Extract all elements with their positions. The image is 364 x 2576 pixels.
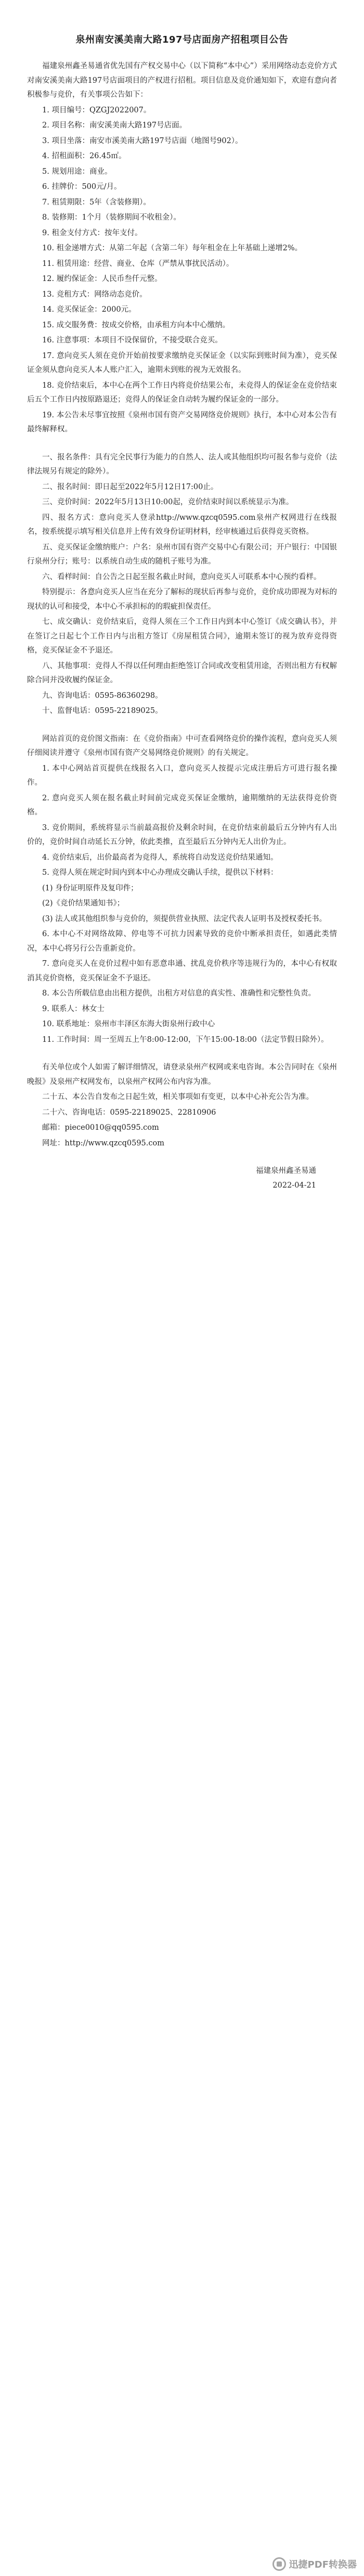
paragraph: 网站首页的竞价图文指南：在《竞价指南》中可查看网络竞价的操作流程，意向竞买人须仔细阅读并遵守《泉州市国有资产交易网络竞价规则》的有关规定。 <box>27 734 337 757</box>
paragraph: 七、成交确认：竞价结束后，竞得人须在三个工作日内到本中心签订《成交确认书》，并在签订之日起七个工作日内与出租方签订《房屋租赁合同》，逾期未签订的视为放弃竞得资格，竞买保证金不予退还。 <box>27 618 337 655</box>
paragraph: 五、竞买保证金缴纳账户：户名：泉州市国有资产交易中心有限公司；开户银行：中国银行泉州分行；账号：以系统自动生成的随机子账号为准。 <box>27 543 337 566</box>
paragraph: 九、咨询电话：0595-86360298。 <box>42 691 163 700</box>
paragraph: 9. 联系人：林女士 <box>42 1004 105 1013</box>
watermark-logo <box>272 2557 357 2571</box>
paragraph: 特别提示：各意向竞买人应当在充分了解标的现状后再参与竞价，竞价成功即视为对标的现状的认可和接受，本中心不承担标的的瑕疵担保责任。 <box>27 588 337 611</box>
paragraph: 4. 竞价结束后，出价最高者为竞得人，系统将自动发送竞价结果通知。 <box>42 853 278 862</box>
paragraph: 17. 意向竞买人须在竞价开始前按要求缴纳竞买保证金（以实际到账时间为准），竞买保证金须从意向竞买人本人账户汇入，逾期未到账的视为无效报名。 <box>27 351 337 374</box>
signature-date: 2022-04-21 <box>272 1181 316 1190</box>
paragraph: 10. 联系地址：泉州市丰泽区东海大街泉州行政中心 <box>42 1020 215 1028</box>
paragraph: 18. 竞价结束后，本中心在两个工作日内将竞价结果公布，未竞得人的保证金在竞价结束后五个工作日内按原路退还；竞得人的保证金自动转为履约保证金的一部分。 <box>27 381 337 404</box>
paragraph: 11. 租赁用途：经营、商业、仓库（严禁从事扰民活动）。 <box>42 259 234 268</box>
paragraph: 6. 本中心不对网络故障、停电等不可抗力因素导致的竞价中断承担责任，如遇此类情况，本中心将另行公告重新竞价。 <box>27 930 337 953</box>
paragraph: 11. 工作时间：周一至周五上午8:00-12:00，下午15:00-18:00（法定节假日除外）。 <box>42 1035 329 1044</box>
paragraph: 福建泉州鑫圣易通省优先国有产权交易中心（以下简称“本中心”）采用网络动态竞价方式对南安溪美南大路197号店面项目的产权进行招租。项目信息及竞价通知如下，欢迎有意向者积极参与竞价，有关事项公告如下： <box>27 62 337 99</box>
paragraph: 有关单位或个人如需了解详细情况，请登录泉州产权网或来电咨询。本公告同时在《泉州晚报》及泉州产权网发布，以泉州产权网公布内容为准。 <box>27 1063 337 1086</box>
paragraph: 二十六、咨询电话：0595-22189025、22810906 <box>42 1108 216 1117</box>
paragraph: 16. 注意事项：本项目不设保留价，不接受联合竞买。 <box>42 336 223 345</box>
paragraph: 9. 租金支付方式：按年支付。 <box>42 228 142 237</box>
section-4 <box>27 1061 337 1151</box>
paragraph: 6. 挂牌价：500元/月。 <box>42 183 122 191</box>
paragraph: 5. 竞得人须在规定时间内到本中心办理成交确认手续，提供以下材料： <box>42 869 278 877</box>
paragraph: 10. 租金递增方式：从第二年起（含第二年）每年租金在上年基础上递增2%。 <box>42 244 303 252</box>
section-3 <box>27 732 337 1048</box>
paragraph: 八、其他事项：竞得人不得以任何理由拒绝签订合同或改变租赁用途，否则出租方有权解除合同并没收履约保证金。 <box>27 661 337 684</box>
paragraph: 7. 租赁期限：5年（含装修期）。 <box>42 198 151 207</box>
paragraph: 7. 意向竞买人在竞价过程中如有恶意串通、扰乱竞价秩序等违规行为的，本中心有权取消其竞价资格，竞买保证金不予退还。 <box>27 960 337 983</box>
paragraph: 1. 本中心网站首页提供在线报名入口，意向竞买人按提示完成注册后方可进行报名操作。 <box>27 764 337 787</box>
paragraph: 8. 本公告所载信息由出租方提供，出租方对信息的真实性、准确性和完整性负责。 <box>42 989 316 998</box>
section-1 <box>27 59 337 437</box>
paragraph: (1) 身份证明原件及复印件； <box>42 884 138 892</box>
paragraph: 14. 竞买保证金：2000元。 <box>42 305 136 314</box>
document-title: 泉州南安溪美南大路197号店面房产招租项目公告 <box>75 34 289 45</box>
paragraph: 13. 竞租方式：网络动态竞价。 <box>42 290 147 299</box>
paragraph: 二、报名时间：即日起至2022年5月12日17:00止。 <box>42 482 218 491</box>
paragraph: 邮箱：piece0010@qq0595.com <box>42 1124 159 1132</box>
paragraph: 2. 项目名称：南安溪美南大路197号店面。 <box>42 121 187 130</box>
paragraph: 十、监督电话：0595-22189025。 <box>42 707 163 715</box>
paragraph: 3. 项目坐落：南安市溪美南大路197号店面（地图号902）。 <box>42 136 243 145</box>
watermark-text: 迅捷PDF转换器 <box>289 2559 357 2570</box>
paragraph: (3) 法人或其他组织参与竞价的，须提供营业执照、法定代表人证明书及授权委托书。 <box>42 914 327 923</box>
paragraph: 网址：http://www.qzcq0595.com <box>42 1139 164 1147</box>
paragraph: 三、竞价时间：2022年5月13日10:00起，竞价结束时间以系统显示为准。 <box>42 498 294 506</box>
paragraph: 六、看样时间：自公告之日起至报名截止时间，意向竞买人可联系本中心预约看样。 <box>42 572 321 581</box>
paragraph: 4. 招租面积：26.45㎡。 <box>42 152 126 160</box>
paragraph: (2)《竞价结果通知书》； <box>42 899 125 908</box>
paragraph: 8. 装修期：1个月（装修期间不收租金）。 <box>42 213 181 222</box>
converter-logo-icon <box>272 2557 286 2571</box>
paragraph: 1. 项目编号：QZGJ2022007。 <box>42 106 151 114</box>
signature-org: 福建泉州鑫圣易通 <box>256 1167 316 1175</box>
paragraph: 2. 意向竞买人须在报名截止时间前完成竞买保证金缴纳，逾期缴纳的无法获得竞价资格。 <box>27 794 337 817</box>
paragraph: 一、报名条件：具有完全民事行为能力的自然人、法人或其他组织均可报名参与竞价（法律法规另有规定的除外）。 <box>27 453 337 476</box>
paragraph: 15. 成交服务费：按成交价格，由承租方向本中心缴纳。 <box>42 321 230 329</box>
paragraph: 二十五、本公告自发布之日起生效，相关事项如有变更，以本中心补充公告为准。 <box>42 1093 314 1101</box>
section-2 <box>27 451 337 719</box>
paragraph: 19. 本公告未尽事宜按照《泉州市国有资产交易网络竞价规则》执行，本中心对本公告有最终解释权。 <box>27 411 337 433</box>
paragraph: 12. 履约保证金：人民币叁仟元整。 <box>42 275 162 283</box>
paragraph: 3. 竞价期间，系统将显示当前最高报价及剩余时间，在竞价结束前最后五分钟内有人出价的，竞价时间自动延长五分钟，依此类推，直至最后五分钟内无人出价为止。 <box>27 823 337 846</box>
paragraph: 四、报名方式：意向竞买人登录http://www.qzcq0595.com泉州产权网进行在线报名，按系统提示填写相关信息并上传有效身份证明材料，经审核通过后获得竞买资格。 <box>27 513 337 536</box>
paragraph: 5. 规划用途：商业。 <box>42 167 112 176</box>
